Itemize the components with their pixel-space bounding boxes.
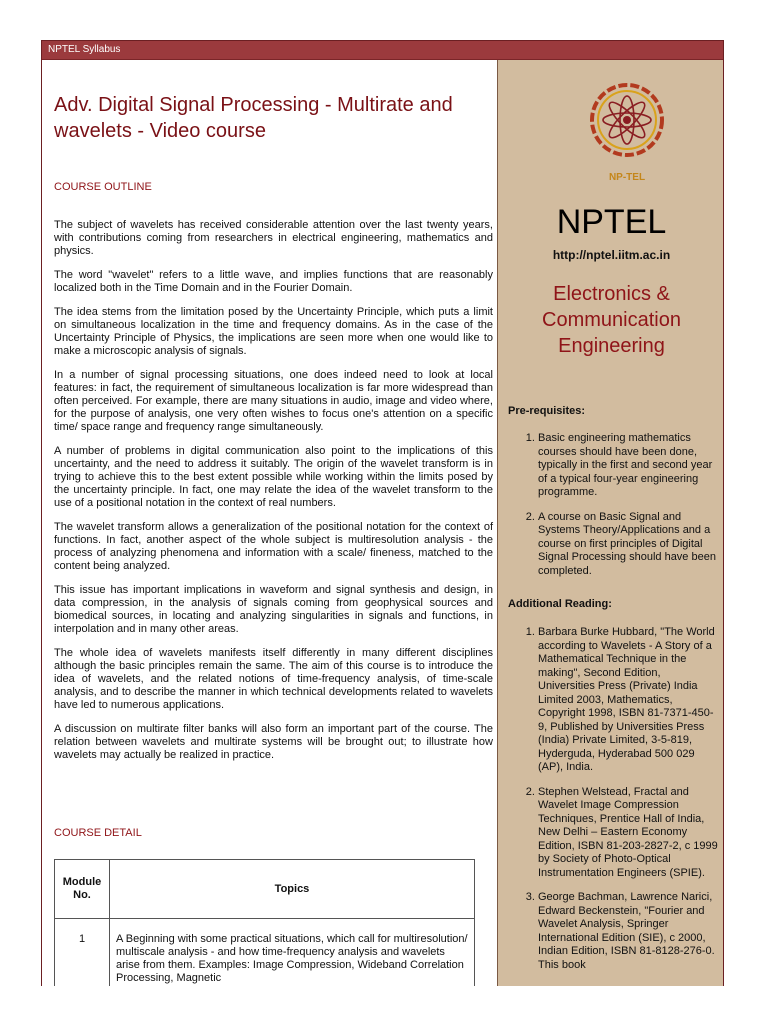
prereq-heading: Pre-requisites: (508, 405, 586, 417)
outline-paragraph: A discussion on multirate filter banks will also form an important part of the course. The relation between wavelets and multirate systems will be brought out; to illustrate how wavelets may actually be realized in practice. (54, 723, 493, 761)
course-detail-heading: COURSE DETAIL (54, 827, 142, 839)
table-header-row (55, 860, 475, 919)
nptel-logo-icon (589, 80, 665, 190)
outline-paragraph: The subject of wavelets has received considerable attention over the last twenty years, with contributions coming from researchers in electrical engineering, mathematics and physics. (54, 219, 493, 257)
course-outline-text (54, 219, 493, 773)
main-column (42, 60, 498, 986)
list-item: 1. Barbara Burke Hubbard, "The World according to Wavelets - A Story of a Mathematical Technique in the making", Second Edition, Universities Press (Private) India Limited 2003, Mathematics, Copyright 1998, ISBN 81-7371-450-9, Published by Universities Press (India) Private Limited, 3-5-819, Hyderguda, Hyderabad 500 029 (AP), India. (538, 626, 718, 775)
topics-header: Topics (110, 860, 475, 919)
module-number: 1 (55, 919, 110, 987)
nptel-link[interactable]: http://nptel.iitm.ac.in (552, 248, 671, 262)
outline-paragraph: The wavelet transform allows a generalization of the positional notation for the context of functions. In fact, another aspect of the whole subject is multiresolution analysis - the process of analyzing phenomena and information with a scale/ fineness, matched to the content being analyzed. (54, 521, 493, 572)
outline-paragraph: The idea stems from the limitation posed by the Uncertainty Principle, which puts a limit on simultaneous localization in the time and frequency domains. As in the case of the Uncertainty Principle of Physics, the implications are seen more when one would like to make a microscopic analysis of signals. (54, 306, 493, 357)
list-item: 1. Basic engineering mathematics courses should have been done, typically in the first and second year of a typical four-year engineering programme. (538, 432, 718, 500)
outline-paragraph: This issue has important implications in waveform and signal synthesis and design, in data compression, in the analysis of signals coming from geophysical sources and biomedical sources, in locating and analyzing singularities in signals and functions, in interpolation and in many other areas. (54, 584, 493, 635)
syllabus-page (41, 40, 724, 986)
course-outline-heading: COURSE OUTLINE (54, 181, 152, 193)
module-topics: A Beginning with some practical situations, which call for multiresolution/ multiscale analysis - and how time-frequency analysis and wavelets arise from them. Examples: Image Compression, Wideband Correlation Processing, Magnetic (110, 919, 475, 987)
outline-paragraph: In a number of signal processing situations, one does indeed need to look at local features: in fact, the requirement of simultaneous localization is far more widespread than often perceived. For example, there are many situations in audio, image and video where, for the purpose of analysis, one very often wishes to focus one's attention on a specific time/ space range and frequency range simultaneously. (54, 369, 493, 433)
outline-paragraph: The word "wavelet" refers to a little wave, and implies functions that are reasonably localized both in the Time Domain and in the Fourier Domain. (54, 269, 493, 294)
course-title: Adv. Digital Signal Processing - Multirate and wavelets - Video course (54, 94, 453, 142)
discipline: Electronics & Communication Engineering (542, 283, 681, 357)
outline-paragraph: A number of problems in digital communication also point to the implications of this uncertainty, and the need to address it suitably. The origin of the wavelet transform is in trying to achieve this to the best extent possible while working within the limits posed by the uncertainty principle. In fact, one may relate the idea of the wavelet transform to the use of a positional notation in the context of real numbers. (54, 445, 493, 509)
reading-heading: Additional Reading: (508, 598, 612, 610)
module-table (54, 859, 475, 986)
org-name: NPTEL (556, 203, 667, 241)
table-row (55, 919, 475, 987)
outline-paragraph: The whole idea of wavelets manifests itself differently in many different disciplines although the basic principles remain the same. The aim of this course is to introduce the idea of wavelets, and the related notions of time-frequency analysis, of time-scale analysis, and to describe the manner in which technical developments related to wavelets have led to numerous applications. (54, 647, 493, 711)
header-label: NPTEL Syllabus (48, 44, 121, 55)
prereq-list (508, 432, 718, 589)
list-item: 3. George Bachman, Lawrence Narici, Edward Beckenstein, "Fourier and Wavelet Analysis, Springer International Edition (SIE), c 2000, Indian Edition, ISBN 81-8128-276-0. This book (538, 891, 718, 972)
reading-list (508, 626, 718, 983)
list-item: 2. Stephen Welstead, Fractal and Wavelet Image Compression Techniques, Prentice Hall of India, New Delhi – Eastern Economy Edition, ISBN 81-203-2827-2, c 1999 by Society of Photo-Optical Instrumentation Engineers (SPIE). (538, 786, 718, 881)
module-no-header: Module No. (55, 860, 110, 919)
sidebar (498, 60, 723, 986)
logo-text: NP-TEL (608, 172, 646, 183)
header-bar (42, 41, 723, 60)
list-item: 2. A course on Basic Signal and Systems Theory/Applications and a course on first principles of Digital Signal Processing should have been completed. (538, 511, 718, 579)
